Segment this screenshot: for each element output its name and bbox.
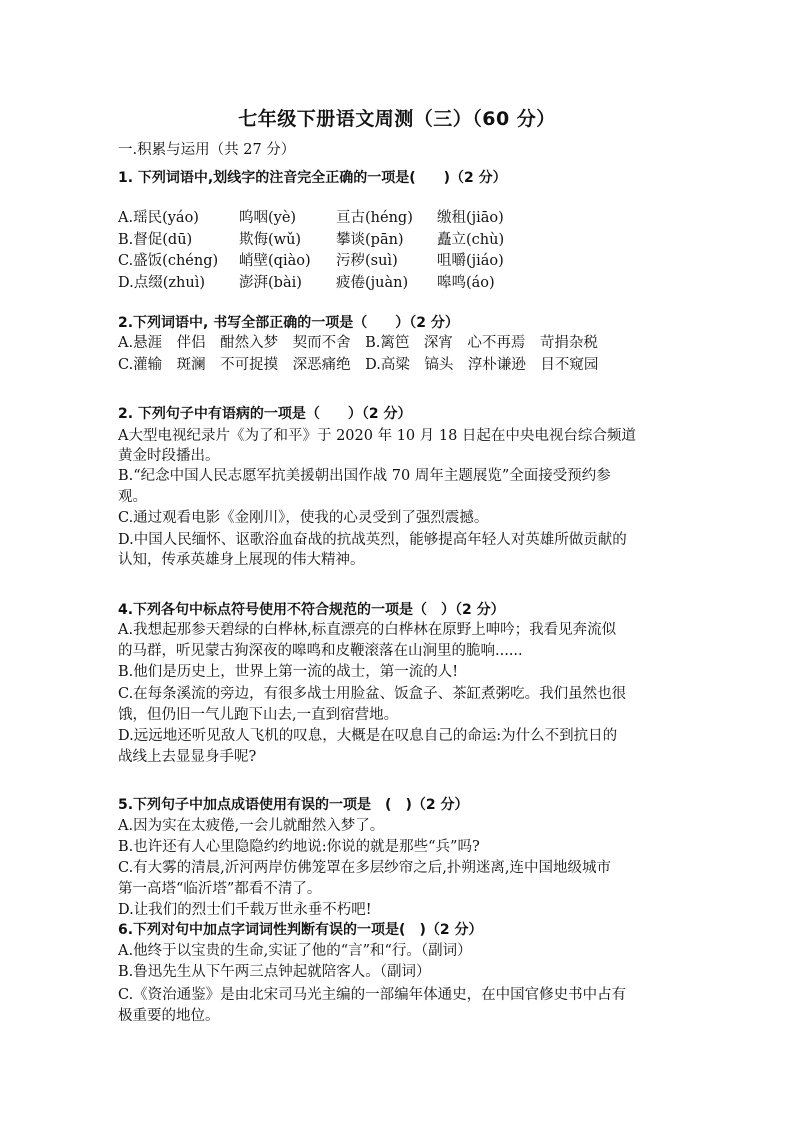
question-2-stem: 2.下列词语中, 书写全部正确的一项是（ ）（2 分） [118, 315, 459, 331]
option-word: 矗立(chù) [437, 232, 505, 248]
question-4-stem: 4.下列各句中标点符号使用不符合规范的一项是（ ）（2 分） [118, 602, 505, 618]
question-4-line: A.我想起那参天碧绿的白桦林,标直漂亮的白桦林在原野上呻吟；我看见奔流似 [118, 622, 617, 638]
option-word: A.瑶民(yáo) [118, 210, 199, 226]
question-3-line: C.通过观看电影《金刚川》，使我的心灵受到了强烈震撼。 [118, 510, 489, 526]
question-4-line: B.他们是历史上，世界上第一流的战士，第一流的人! [118, 664, 459, 680]
question-1-stem: 1. 下列词语中,划线字的注音完全正确的一项是( )（2 分） [118, 170, 507, 186]
question-3-line: A大型电视纪录片《为了和平》于 2020 年 10 月 18 日起在中央电视台综合频道 [118, 428, 636, 444]
option-word: 欺侮(wǔ) [239, 232, 302, 248]
question-4-line: D.远远地还听见敌人飞机的叹息，大概是在叹息自己的命运:为什么不到抗日的 [118, 728, 618, 744]
question-3-stem: 2. 下列句子中有语病的一项是（ ）（2 分） [118, 406, 412, 422]
option-word: 嗥鸣(áo) [437, 275, 495, 291]
question-6-line: B.鲁迅先生从下午两三点钟起就陪客人。（副词） [118, 964, 431, 980]
question-1-option-c [118, 251, 537, 271]
question-5-line: C.有大雾的清晨,沂河两岸仿佛笼罩在多层纱帘之后,扑朔迷离,连中国地级城市 [118, 860, 612, 876]
option-word: D.点缀(zhuì) [118, 275, 205, 291]
option-word: 污秽(suì) [336, 253, 398, 269]
question-1-option-a [118, 208, 537, 228]
question-6-stem: 6.下列对句中加点字词词性判断有误的一项是( )（2 分） [118, 922, 483, 938]
question-1-option-b [118, 230, 537, 250]
option-word: 攀谈(pān) [336, 232, 404, 248]
page-title: 七年级下册语文周测（三）（60 分） [238, 108, 556, 130]
question-6-line: A.他终于以宝贵的生命,实证了他的“言”和“行。（副词） [118, 943, 472, 959]
question-3-line: 黄金时段播出。 [118, 448, 220, 464]
option-word: 亘古(héng) [336, 210, 413, 226]
question-3-line: 观。 [118, 489, 147, 505]
question-3-line: 认知，传承英雄身上展现的伟大精神。 [118, 552, 365, 568]
option-word: 咀嚼(jiáo) [437, 253, 504, 269]
section-heading: 一.积累与运用（共 27 分） [118, 142, 296, 158]
question-3-line: D.中国人民缅怀、讴歌浴血奋战的抗战英烈，能够提高年轻人对英雄所做贡献的 [118, 532, 627, 548]
question-4-line: 的马群，听见蒙古狗深夜的嗥鸣和皮鞭滚落在山涧里的脆响...... [118, 643, 523, 659]
question-3-line: B.“纪念中国人民志愿军抗美援朝出国作战 70 周年主题展览”全面接受预约参 [118, 468, 611, 484]
question-6-line: C.《资治通鉴》是由北宋司马光主编的一部编年体通史，在中国官修史书中占有 [118, 987, 627, 1003]
option-word: 疲倦(juàn) [336, 275, 409, 291]
option-word: 缴租(jiāo) [437, 210, 504, 226]
question-4-line: C.在每条溪流的旁边，有很多战士用脸盆、饭盒子、茶缸煮粥吃。我们虽然也很 [118, 686, 627, 702]
question-2-options-ab: A.悬涯 伴侣 酣然入梦 契而不舍 B.篱笆 深宵 心不再焉 苛捐杂税 [118, 335, 598, 351]
question-1-option-d [118, 273, 537, 293]
question-5-line: A.因为实在太疲倦,一会儿就酣然入梦了。 [118, 818, 385, 834]
question-5-line: B.也许还有人心里隐隐约约地说:你说的就是那些“兵”吗? [118, 839, 480, 855]
option-word: B.督促(dū) [118, 232, 193, 248]
question-4-line: 饿，但仍旧一气儿跑下山去,一直到宿营地。 [118, 707, 399, 723]
question-5-line: D.让我们的烈士们千载万世永垂不朽吧! [118, 902, 372, 918]
option-word: 澎湃(bài) [239, 275, 302, 291]
question-5-stem: 5.下列句子中加点成语使用有误的一项是 ( )（2 分） [118, 797, 469, 813]
option-word: C.盛饭(chéng) [118, 253, 219, 269]
option-word: 呜咽(yè) [239, 210, 297, 226]
question-6-line: 极重要的地位。 [118, 1008, 220, 1024]
question-4-line: 战线上去显显身手呢? [118, 749, 257, 765]
question-5-line: 第一高塔“临沂塔”都看不清了。 [118, 881, 322, 897]
question-2-options-cd: C.灌输 斑澜 不可捉摸 深恶痛绝 D.高粱 镐头 淳朴谦逊 目不窥园 [118, 357, 599, 373]
option-word: 峭壁(qiào) [239, 253, 311, 269]
